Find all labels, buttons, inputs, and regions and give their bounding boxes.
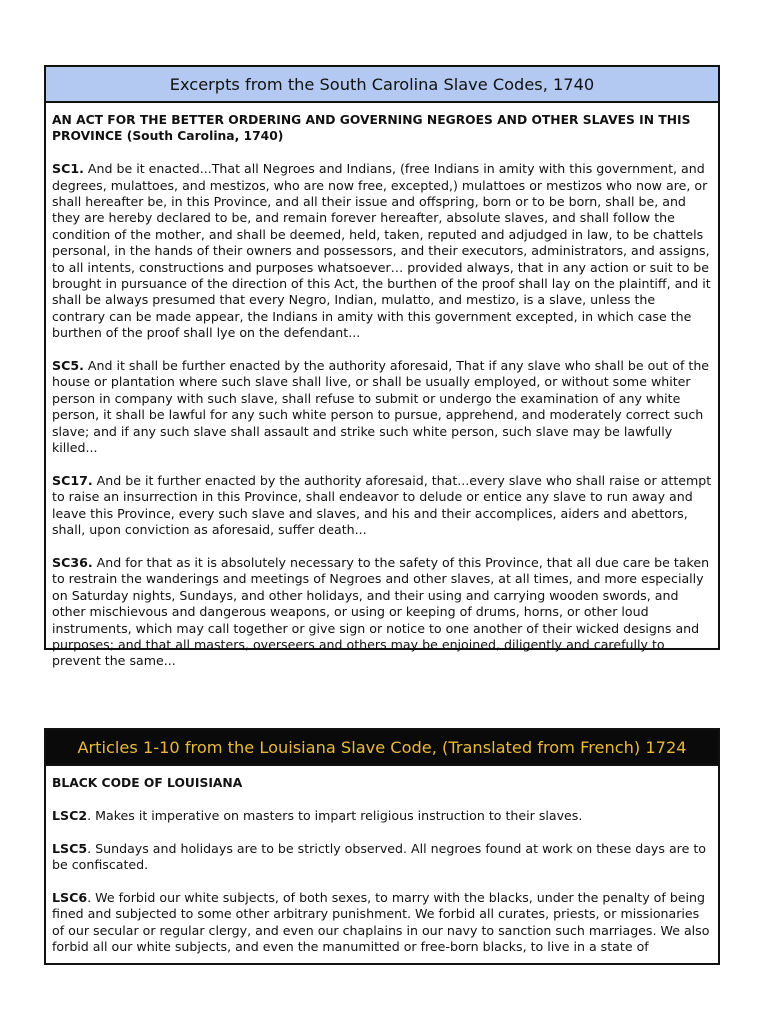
- louisiana-act-title: BLACK CODE OF LOUISIANA: [52, 776, 243, 790]
- section-sc36: [52, 555, 712, 670]
- louisiana-excerpt-box: [44, 728, 720, 965]
- section-text: . Sundays and holidays are to be strictly observed. All negroes found at work on these days are to be confiscated.: [52, 840, 706, 872]
- section-lsc5: [52, 841, 712, 874]
- south-carolina-excerpt-box: [44, 65, 720, 669]
- section-label: LSC6: [52, 889, 88, 905]
- section-label: SC17.: [52, 472, 93, 488]
- section-sc5: [52, 358, 712, 456]
- south-carolina-title: Excerpts from the South Carolina Slave Codes, 1740: [46, 67, 718, 103]
- section-text: And for that as it is absolutely necessary to the safety of this Province, that all due care be taken to restrain the wanderings and meetings of Negroes and other slaves, at all times, and more especially on Saturday nights, Sundays, and other holidays, and their using and carrying wooden swords, and other mischievous and dangerous weapons, or using or keeping of drums, horns, or other loud instruments, which may call together or give sign or notice to one another of their wicked designs and purposes; and that all masters, overseers and others may be enjoined, diligently and carefully to prevent the same...: [52, 554, 710, 669]
- south-carolina-body: [46, 103, 718, 670]
- section-lsc6: [52, 890, 712, 956]
- section-lsc2: [52, 808, 712, 824]
- section-text: And it shall be further enacted by the authority aforesaid, That if any slave who shall be out of the house or plantation where such slave shall live, or shall be usually employed, or without some whiter person in company with such slave, shall refuse to submit or undergo the examination of any white person, it shall be lawful for any such white person to pursue, apprehend, and moderately correct such slave; and if any such slave shall assault and strike such white person, such slave may be lawfully killed...: [52, 358, 710, 456]
- section-label: SC5.: [52, 358, 84, 374]
- louisiana-body: [46, 766, 718, 955]
- section-label: LSC2: [52, 807, 88, 823]
- section-label: SC1.: [52, 161, 84, 177]
- section-label: SC36.: [52, 554, 93, 570]
- section-text: And be it enacted...That all Negroes and Indians, (free Indians in amity with this government, and degrees, mulattoes, and mestizos, who are now free, excepted,) mulattoes or mestizos who now are, or shall hereafter be, in this Province, and all their issue and offspring, born or to be born, shall be, and they are hereby declared to be, and remain forever hereafter, absolute slaves, and shall follow the condition of the mother, and shall be deemed, held, taken, reputed and adjudged in law, to be chattels personal, in the hands of their owners and possessors, and their executors, administrators, and assigns, to all intents, constructions and purposes whatsoever… provided always, that in any action or suit to be brought in pursuance of the direction of this Act, the burthen of the proof shall lay on the plaintiff, and it shall be always presumed that every Negro, Indian, mulatto, and mestizo, is a slave, unless the contrary can be made appear, the Indians in amity with this government excepted, in which case the burthen of the proof shall lye on the defendant...: [52, 161, 711, 341]
- section-sc17: [52, 473, 712, 539]
- section-text: . We forbid our white subjects, of both sexes, to marry with the blacks, under the penalty of being fined and subjected to some other arbitrary punishment. We forbid all curates, priests, or missionaries of our secular or regular clergy, and even our chaplains in our navy to sanction such marriages. We also forbid all our white subjects, and even the manumitted or free-born blacks, to live in a state of: [52, 889, 710, 955]
- section-text: . Makes it imperative on masters to impart religious instruction to their slaves.: [87, 807, 583, 823]
- south-carolina-act-title: AN ACT FOR THE BETTER ORDERING AND GOVERNING NEGROES AND OTHER SLAVES IN THIS PROVINCE (South Carolina, 1740): [52, 113, 691, 144]
- section-label: LSC5: [52, 840, 88, 856]
- louisiana-title: Articles 1-10 from the Louisiana Slave Code, (Translated from French) 1724: [46, 730, 718, 766]
- section-text: And be it further enacted by the authority aforesaid, that...every slave who shall raise or attempt to raise an insurrection in this Province, shall endeavor to delude or entice any slave to run away and leave this Province, every such slave and slaves, and his and their accomplices, aiders and abettors, shall, upon conviction as aforesaid, suffer death...: [52, 472, 712, 538]
- section-sc1: [52, 161, 712, 341]
